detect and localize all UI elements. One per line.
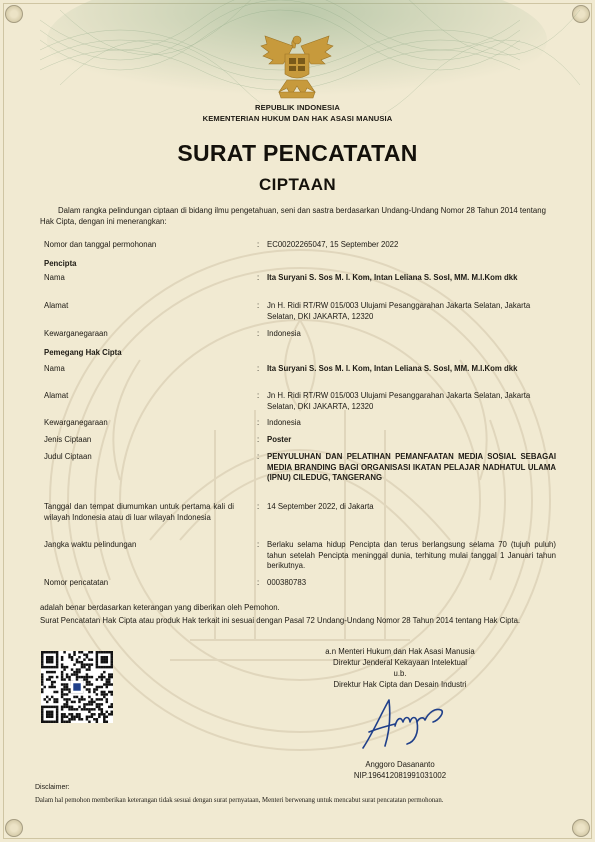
signature-line-1: a.n Menteri Hukum dan Hak Asasi Manusia xyxy=(325,647,475,656)
colon: : xyxy=(257,273,260,282)
signature-line-3: u.b. xyxy=(393,669,407,678)
pemegang-address-label: Alamat xyxy=(44,391,69,400)
pencipta-heading: Pencipta xyxy=(44,259,77,268)
work-announce-value: 14 September 2022, di Jakarta xyxy=(267,502,374,511)
header-ministry: KEMENTERIAN HUKUM DAN HAK ASASI MANUSIA xyxy=(202,114,393,123)
disclaimer-title: Disclaimer: xyxy=(35,784,70,791)
colon: : xyxy=(257,240,260,249)
qr-code-icon xyxy=(41,651,113,723)
work-title-value: PENYULUHAN DAN PELATIHAN PEMANFAATAN MEDIA SOSIAL SEBAGAI MEDIA BRANDING BAGI ORGANISASI IKATAN PELAJAR NADHATUL ULAMA (IPNU) CILEDUG, TANGERANG xyxy=(267,452,556,482)
handwritten-signature-icon xyxy=(355,688,455,758)
intro-paragraph: Dalam rangka pelindungan ciptaan di bidang ilmu pengetahuan, seni dan sastra berdasarkan Undang-Undang Nomor 28 Tahun 2014 tentang Hak Cipta, dengan ini menerangkan: xyxy=(40,206,546,226)
corner-ornament xyxy=(5,819,23,837)
colon: : xyxy=(257,540,260,549)
pemegang-citizenship-label: Kewarganegaraan xyxy=(44,418,108,427)
work-record-value: 000380783 xyxy=(267,578,307,587)
pemegang-citizenship-value: Indonesia xyxy=(267,418,301,427)
signer-nip: NIP.196412081991031002 xyxy=(353,771,447,780)
pencipta-citizenship-value: Indonesia xyxy=(267,329,301,338)
pencipta-name-value: Ita Suryani S. Sos M. I. Kom, Intan Leliana S. SosI, MM. M.I.Kom dkk xyxy=(267,273,518,282)
work-announce-label: Tanggal dan tempat diumumkan untuk pertama kali di wilayah Indonesia atau di luar wilayah Indonesia xyxy=(44,502,234,522)
garuda-emblem-icon xyxy=(257,30,337,102)
colon: : xyxy=(257,364,260,373)
pemegang-name-value: Ita Suryani S. Sos M. I. Kom, Intan Leliana S. SosI, MM. M.I.Kom dkk xyxy=(267,364,518,373)
signer-name: Anggoro Dasananto xyxy=(365,760,435,769)
application-value: EC00202265047, 15 September 2022 xyxy=(267,240,399,249)
colon: : xyxy=(257,301,260,310)
pencipta-citizenship-label: Kewarganegaraan xyxy=(44,329,108,338)
pemegang-heading: Pemegang Hak Cipta xyxy=(44,348,122,357)
work-type-label: Jenis Ciptaan xyxy=(44,435,92,444)
colon: : xyxy=(257,435,260,444)
closing-line-1: adalah benar berdasarkan keterangan yang diberikan oleh Pemohon. xyxy=(40,603,280,612)
closing-line-2: Surat Pencatatan Hak Cipta atau produk Hak terkait ini sesuai dengan Pasal 72 Undang-Undang Nomor 28 Tahun 2014 tentang Hak Cipta. xyxy=(40,616,521,625)
colon: : xyxy=(257,452,260,461)
work-record-label: Nomor pencatatan xyxy=(44,578,109,587)
colon: : xyxy=(257,578,260,587)
signature-line-4: Direktur Hak Cipta dan Desain Industri xyxy=(333,680,467,689)
pencipta-address-label: Alamat xyxy=(44,301,69,310)
pencipta-name-label: Nama xyxy=(44,273,65,282)
corner-ornament xyxy=(572,819,590,837)
document-title: SURAT PENCATATAN xyxy=(177,140,418,166)
pemegang-name-label: Nama xyxy=(44,364,65,373)
application-label: Nomor dan tanggal permohonan xyxy=(44,240,157,249)
colon: : xyxy=(257,418,260,427)
colon: : xyxy=(257,391,260,400)
document-subtitle: CIPTAAN xyxy=(258,175,337,194)
pemegang-address-value: Jn H. Ridi RT/RW 015/003 Ulujami Pesanggarahan Jakarta Selatan, Jakarta Selatan, DKI JAKARTA, 12320 xyxy=(267,391,531,411)
signature-line-2: Direktur Jenderal Kekayaan Intelektual xyxy=(333,658,467,667)
work-type-value: Poster xyxy=(267,435,292,444)
work-title-label: Judul Ciptaan xyxy=(44,452,92,461)
work-term-label: Jangka waktu pelindungan xyxy=(44,540,137,549)
work-term-value: Berlaku selama hidup Pencipta dan terus berlangsung selama 70 (tujuh puluh) tahun setelah Pencipta meninggal dunia, terhitung mulai tanggal 1 Januari tahun berikutnya. xyxy=(267,540,556,570)
colon: : xyxy=(257,502,260,511)
pencipta-address-value: Jn H. Ridi RT/RW 015/003 Ulujami Pesanggarahan Jakarta Selatan, Jakarta Selatan, DKI JAKARTA, 12320 xyxy=(267,301,531,321)
colon: : xyxy=(257,329,260,338)
disclaimer-text: Dalam hal pemohon memberikan keterangan tidak sesuai dengan surat pernyataan, Menteri berwenang untuk mencabut surat pencatatan permohonan. xyxy=(35,797,444,804)
header-country: REPUBLIK INDONESIA xyxy=(255,103,340,112)
